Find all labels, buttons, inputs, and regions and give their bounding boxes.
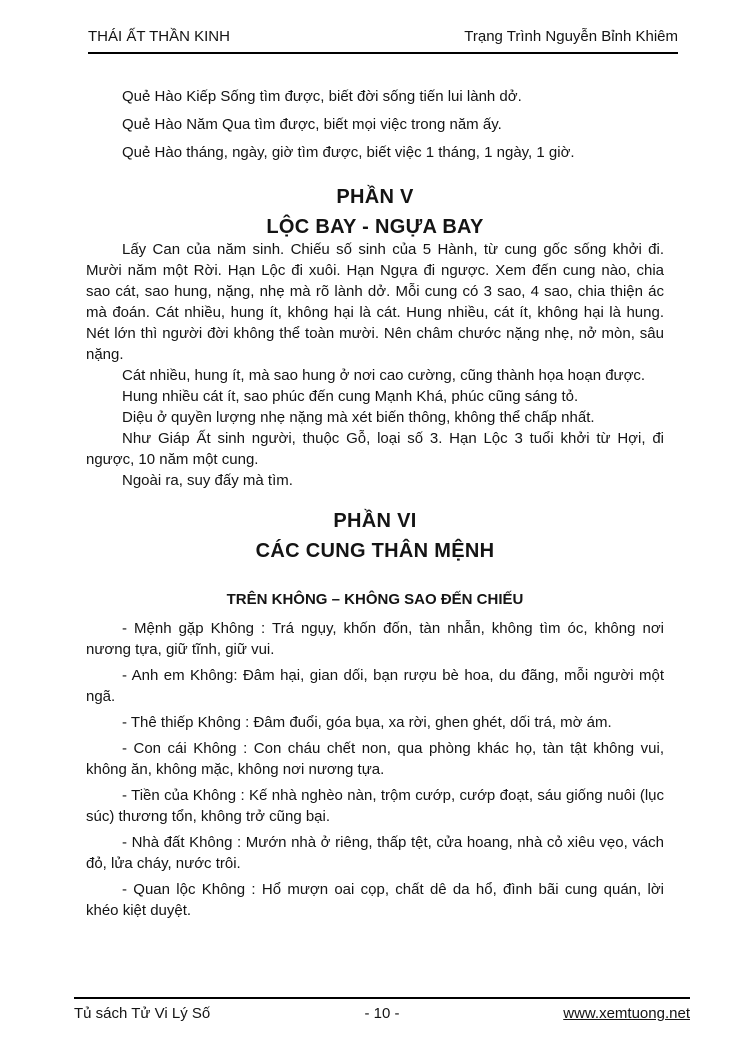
page-footer (74, 997, 690, 1024)
footer-page-number: - 10 - (364, 1005, 400, 1022)
list-item: - Tiền của Không : Kế nhà nghèo nàn, trộm cướp, cướp đoạt, sáu giống nuôi (lục súc) thương tổn, không trở cũng bại. (86, 787, 664, 825)
list-item: - Con cái Không : Con cháu chết non, qua phòng khác họ, tàn tật không vui, không ăn, không mặc, không nơi nương tựa. (86, 740, 664, 778)
list-item: - Nhà đất Không : Mướn nhà ở riêng, thấp tệt, cửa hoang, nhà cỏ xiêu vẹo, vách đỏ, lửa cháy, nước trôi. (86, 834, 664, 872)
paragraph: Diệu ở quyền lượng nhẹ nặng mà xét biến thông, không thể chấp nhất. (122, 409, 595, 426)
paragraph: Ngoài ra, suy đấy mà tìm. (122, 472, 293, 489)
list-item: - Thê thiếp Không : Đâm đuổi, góa bụa, xa rời, ghen ghét, dối trá, mờ ám. (122, 714, 612, 731)
intro-line: Quẻ Hào Kiếp Sống tìm được, biết đời sống tiến lui lành dở. (122, 88, 522, 105)
footer-website-link[interactable]: www.xemtuong.net (563, 1005, 690, 1022)
section-subheading: TRÊN KHÔNG – KHÔNG SAO ĐẾN CHIẾU (226, 591, 524, 608)
intro-section (86, 86, 664, 163)
footer-series-title: Tủ sách Tử Vi Lý Số (74, 1005, 211, 1022)
paragraph: Cát nhiều, hung ít, mà sao hung ở nơi cao cường, cũng thành họa hoạn được. (122, 367, 646, 384)
part-vi-title-heading: CÁC CUNG THÂN MỆNH (255, 540, 495, 562)
intro-line: Quẻ Hào Năm Qua tìm được, biết mọi việc trong năm ấy. (122, 116, 502, 133)
paragraph: Lấy Can của năm sinh. Chiếu số sinh của 5 Hành, từ cung gốc sống khởi đi. Mười năm một Rời. Hạn Lộc đi xuôi. Hạn Ngựa đi ngược. Xem đến cung nào, chia sao cát, sao hung, nặng, nhẹ mà rõ lành dở. Mỗi cung có 3 sao, 4 sao, chia thiện ác mà đoán. Cát nhiều, hung ít, không hại là cát. Hung nhiều, cát ít, không hại là hung. Nét lớn thì người đời không thể toàn mười. Nên châm chước nặng nhẹ, nở mòn, sâu nặng. (86, 241, 664, 363)
list-item: - Anh em Không: Đâm hại, gian dối, bạn rượu bè hoa, du đãng, mỗi người một ngã. (86, 667, 664, 705)
part-v-title-heading: LỘC BAY - NGỰA BAY (266, 216, 484, 238)
part-vi-number-heading: PHẦN VI (333, 510, 417, 532)
page-header (88, 26, 678, 54)
part-v-number-heading: PHẦN V (336, 186, 414, 208)
paragraph: Hung nhiều cát ít, sao phúc đến cung Mạnh Khá, phúc cũng sáng tỏ. (122, 388, 579, 405)
list-item: - Quan lộc Không : Hổ mượn oai cọp, chất dê da hổ, đình bãi cung quán, lời khéo kiệt duyệt. (86, 881, 664, 919)
intro-line: Quẻ Hào tháng, ngày, giờ tìm được, biết việc 1 tháng, 1 ngày, 1 giờ. (122, 144, 575, 161)
paragraph: Như Giáp Ất sinh người, thuộc Gỗ, loại số 3. Hạn Lộc 3 tuổi khởi từ Hợi, đi ngược, 10 năm một cung. (86, 430, 664, 468)
page-content (86, 86, 664, 921)
header-author: Trạng Trình Nguyễn Bỉnh Khiêm (464, 28, 678, 45)
header-book-title: THÁI ẤT THẦN KINH (88, 28, 230, 45)
cung-than-menh-list (86, 618, 664, 921)
list-item: - Mệnh gặp Không : Trá ngụy, khốn đốn, tàn nhẫn, không tìm óc, không nơi nương tựa, giữ tĩnh, giữ vui. (86, 620, 664, 658)
